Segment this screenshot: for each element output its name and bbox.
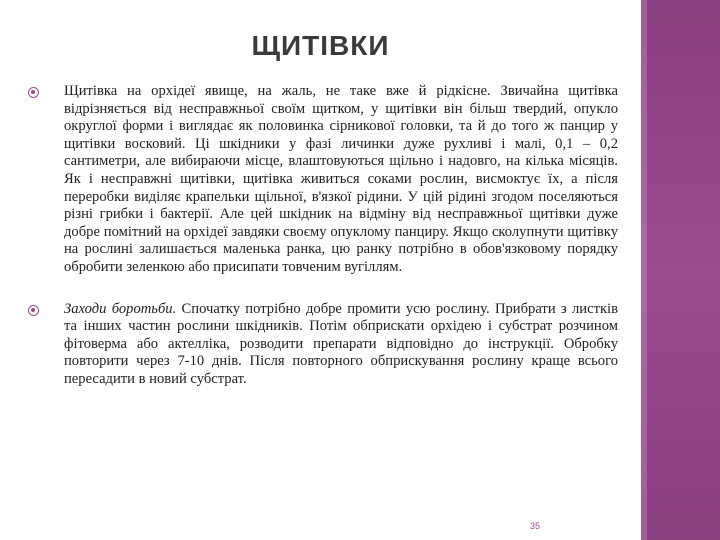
circle-bullet-icon <box>28 305 39 316</box>
bullet-lead-heading: Заходи боротьби. <box>64 300 177 317</box>
page-number: 35 <box>529 521 540 531</box>
bullet-list <box>28 83 618 389</box>
bullet-item-control-measures <box>28 301 618 389</box>
side-decoration-band <box>641 0 720 540</box>
bullet-text-paragraph <box>64 301 618 389</box>
slide-title: ЩИТІВКИ <box>251 30 390 61</box>
bullet-item-description <box>28 83 618 277</box>
side-band-highlight <box>641 0 647 540</box>
circle-bullet-icon <box>28 87 39 98</box>
bullet-text: Щитівка на орхідеї явище, на жаль, не таке вже й рідкісне. Звичайна щитівка відрізняється від несправжньої своїм щитком, у щитівки він більш твердий, опукло округлої форми і виглядає як половинка сірникової головки, та й до того ж панцир у щитівки восковий. Ці шкідники у фазі личинки дуже рухливі і малі, 0,1 – 0,2 сантиметри, але вибираючи місце, влаштовуються щільно і надовго, на кілька місяців. Як і несправжні щитівки, щитівка живиться соками рослин, висмоктує їх, а після переробки виділяє крапельки щільної, в'язкої рідини. У цій рідині згодом поселяються різні грибки і бактерії. Але цей шкідник на відміну від несправжньої щитівки дуже добре помітний на орхідеї завдяки своєму опуклому панциру. Якщо сколупнути щитівку на рослині залишається маленька ранка, цю ранку потрібно в обов'язковому порядку обробити зеленкою або присипати товченим вугіллям. <box>64 83 618 275</box>
bullet-text: Спочатку потрібно добре промити усю рослину. Прибрати з листків та інших частин рослини шкідників. Потім обприскати орхідею і субстрат розчином фітоверма або актелліка, розводити препарати відповідно до інструкції. Обробку повторити через 7-10 днів. Після повторного обприскування рослину краще всього пересадити в новий субстрат. <box>64 300 618 387</box>
